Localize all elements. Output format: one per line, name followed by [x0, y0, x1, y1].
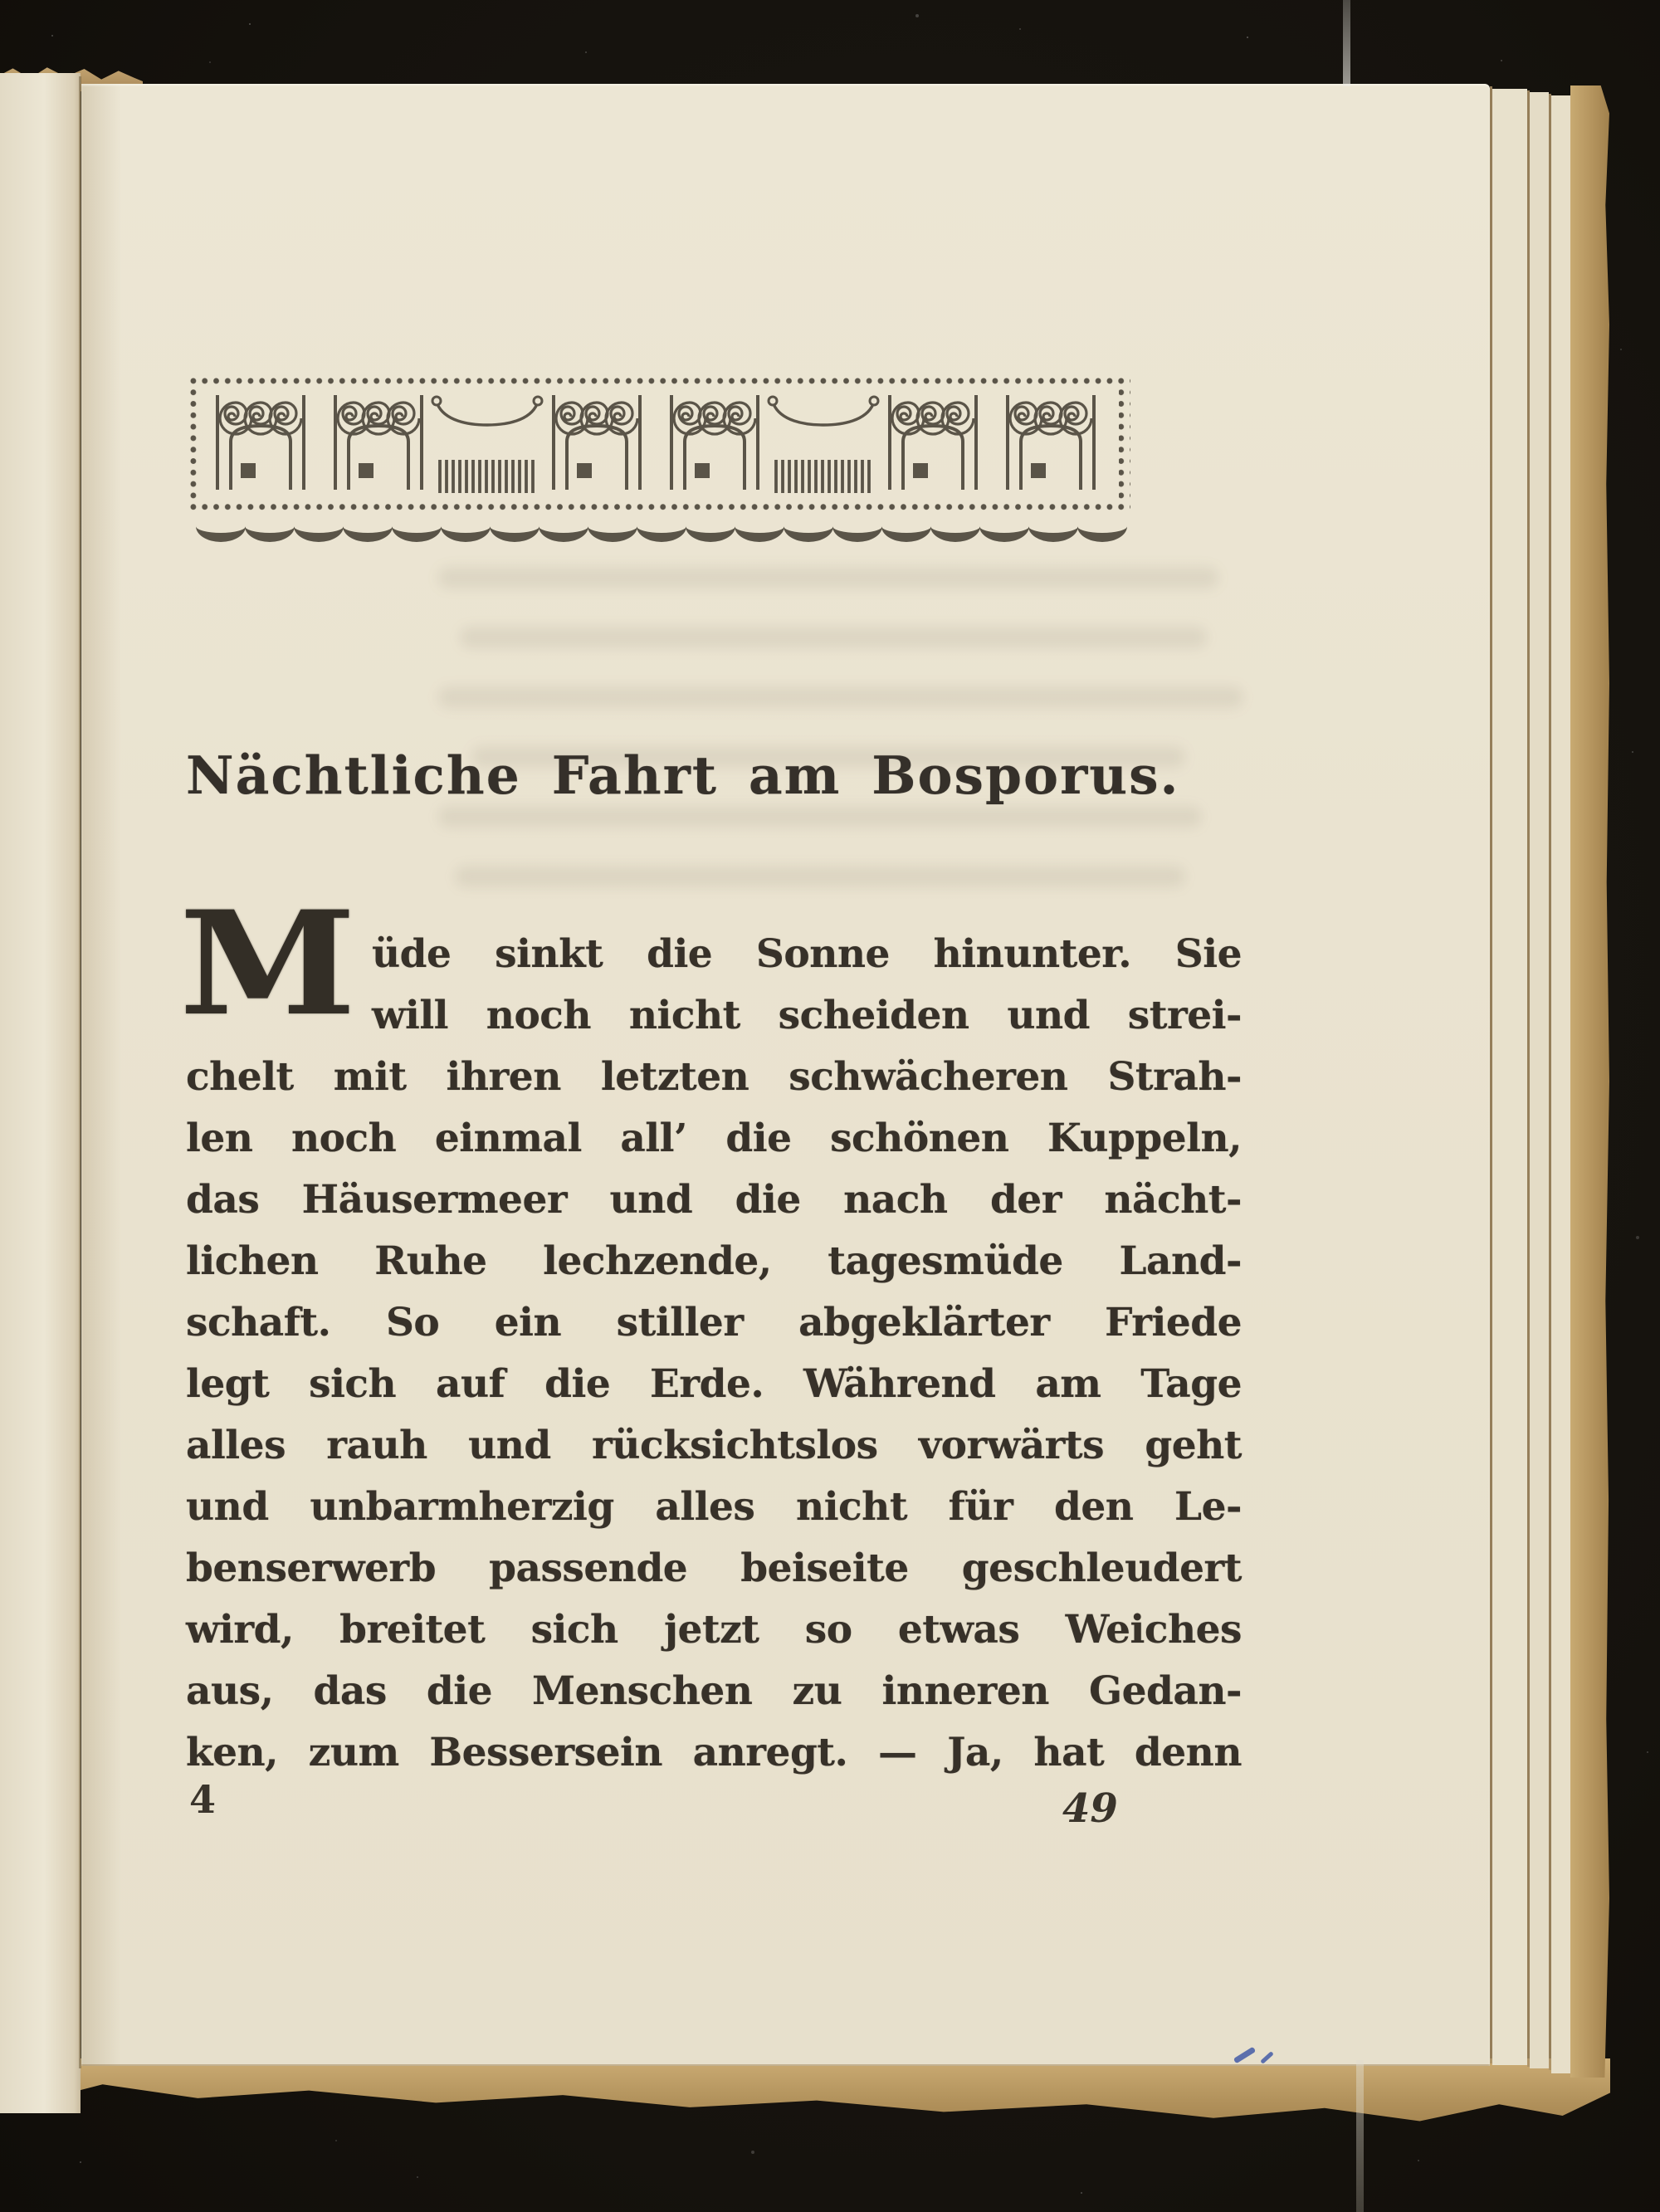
text-line: ken, zum Bessersein anregt. — Ja, hat denn: [186, 1730, 1242, 1775]
chapter-title: Nächtliche Fahrt am Bosporus.: [186, 745, 1180, 806]
page-number: 49: [1062, 1785, 1118, 1832]
glass-strip-bottom: [1356, 2060, 1364, 2212]
header-ornament: [188, 375, 1142, 553]
text-line: und unbarmherzig alles nicht für den Le-: [186, 1484, 1242, 1530]
text-line: benserwerb passende beiseite geschleudert: [186, 1545, 1242, 1591]
text-line: chelt mit ihren letzten schwächeren Strah-: [186, 1054, 1242, 1100]
text-line: das Häusermeer und die nach der nächt-: [186, 1177, 1242, 1223]
text-line: schaft. So ein stiller abgeklärter Friede: [186, 1300, 1242, 1345]
text-line: üde sinkt die Sonne hinunter. Sie: [372, 931, 1242, 977]
dust-specks: [0, 0, 2, 2]
page-edge-strip: [1530, 92, 1549, 2068]
signature-mark: 4: [189, 1777, 217, 1822]
text-line: alles rauh und rücksichtslos vorwärts geht: [186, 1423, 1242, 1468]
text-line: len noch einmal all’ die schönen Kuppeln,: [186, 1116, 1242, 1161]
text-line: lichen Ruhe lechzende, tagesmüde Land-: [186, 1238, 1242, 1284]
body-text: [186, 924, 1242, 1784]
text-line: wird, breitet sich jetzt so etwas Weiches: [186, 1607, 1242, 1653]
drop-cap: M: [179, 879, 357, 1047]
page-edge-strip: [1551, 95, 1570, 2073]
facing-page-sliver: [0, 73, 81, 2113]
text-line: legt sich auf die Erde. Während am Tage: [186, 1361, 1242, 1407]
text-line: aus, das die Menschen zu inneren Gedan-: [186, 1668, 1242, 1714]
glass-strip-top: [1343, 0, 1350, 86]
bottom-deckle-edge: [23, 2058, 1610, 2135]
page-edge-strip: [1492, 89, 1527, 2065]
text-line: will noch nicht scheiden und strei-: [372, 993, 1242, 1038]
book-page: [81, 84, 1490, 2066]
right-deckle-edge: [1570, 85, 1609, 2078]
